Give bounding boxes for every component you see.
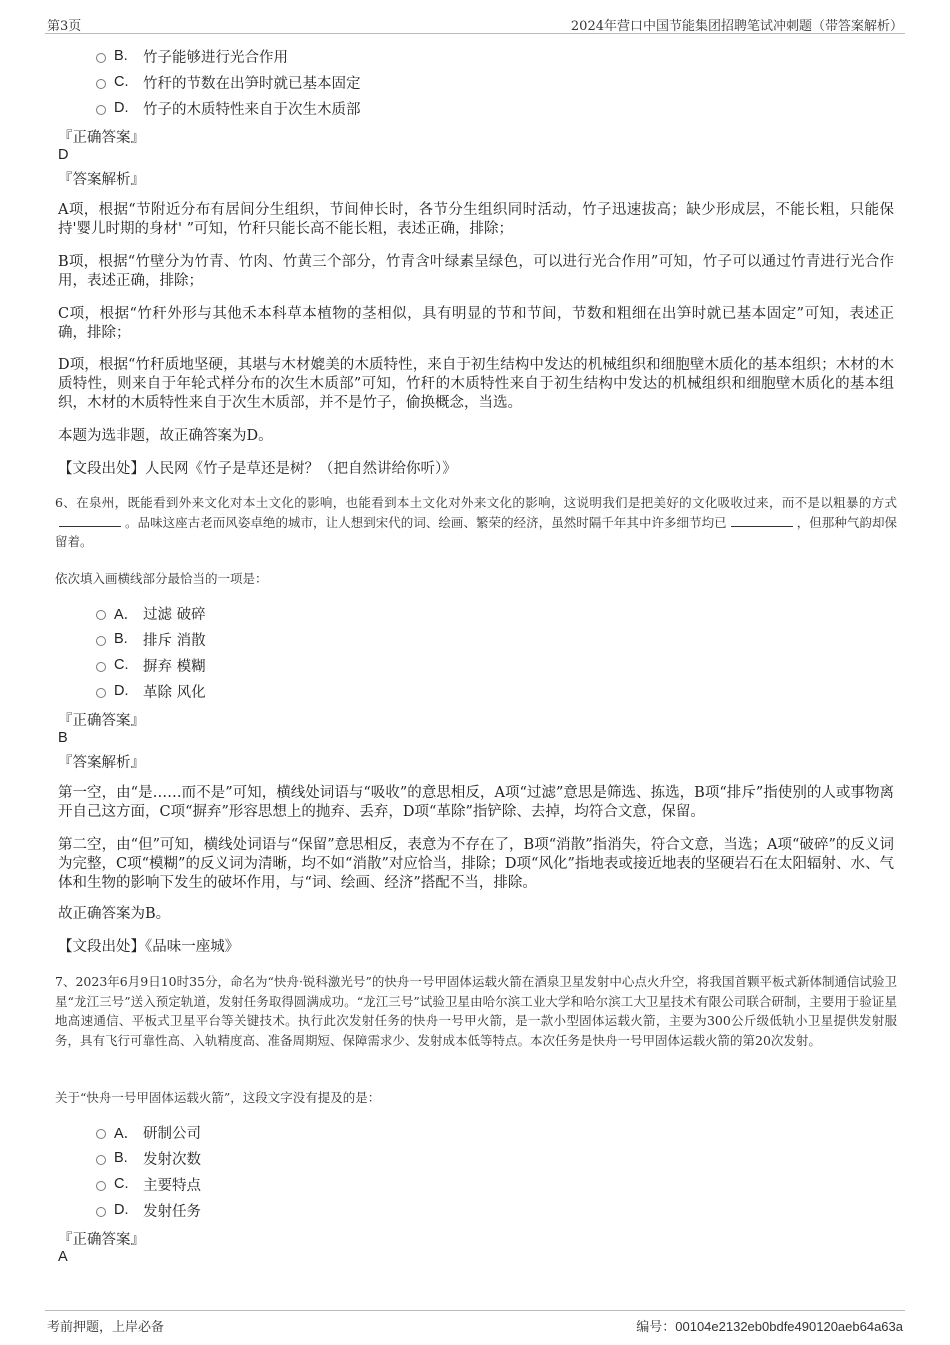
q7-option-d[interactable]: D. 发射任务 (96, 1199, 201, 1221)
q5-analysis-a: A项，根据“节附近分布有居间分生组织，节间伸长时，各节分生组织同时活动，竹子迅速拔高；缺少形成层，不能长粗，只能保持'婴儿时期的身材' ”可知，竹秆只能长高不能长粗，表述正确，排除； (58, 202, 894, 237)
q7-stem: 7、2023年6月9日10时35分，命名为“快舟·锐科激光号”的快舟一号甲固体运载火箭在酒泉卫星发射中心点火升空，将我国首颗平板式新体制通信试验卫星“龙江三号”送入预定轨道，发射任务取得圆满成功。“龙江三号”试验卫星由哈尔滨工业大学和哈尔滨工大卫星技术有限公司联合研制，主要用于验证星地高速通信、平板式卫星平台等关键技术。执行此次发射任务的快舟一号甲火箭，是一款小型固体运载火箭，主要为300公斤级低轨小卫星提供发射服务，具有飞行可靠性高、入轨精度高、准备周期短、保障需求少、发射成本低等特点。本次任务是快舟一号甲固体运载火箭的第20次发射。 (55, 974, 897, 1048)
q6-option-d[interactable]: D. 革除 风化 (96, 680, 206, 702)
q5-analysis-c: C项，根据“竹秆外形与其他禾本科草本植物的茎相似，具有明显的节和节间，节数和粗细在出笋时就已基本固定”可知，表述正确，排除； (58, 306, 894, 341)
radio-icon[interactable] (96, 688, 106, 698)
q5-option-d[interactable]: D. 竹子的木质特性来自于次生木质部 (96, 97, 361, 119)
q6-prompt: 依次填入画横线部分最恰当的一项是： (55, 571, 268, 586)
q6-option-b[interactable]: B. 排斥 消散 (96, 628, 206, 650)
q6-stem: 6、在泉州，既能看到外来文化对本土文化的影响，也能看到本土文化对外来文化的影响，这说明我们是把美好的文化吸收过来，而不是以粗暴的方式。品味这座古老而风姿卓绝的城市，让人想到宋代的词、绘画、繁荣的经济，虽然时隔千年其中许多细节均已 ，但那种气韵却保留着。 (55, 495, 897, 549)
q7-answer: A (58, 1249, 68, 1265)
q5-analysis-b: B项，根据“竹壁分为竹青、竹肉、竹黄三个部分，竹青含叶绿素呈绿色，可以进行光合作用”可知，竹子可以通过竹青进行光合作用，表述正确，排除； (58, 254, 894, 289)
radio-icon[interactable] (96, 1207, 106, 1217)
page-footer (45, 1310, 905, 1336)
q5-analysis-label: 『答案解析』 (58, 172, 145, 188)
fill-blank (59, 515, 121, 527)
q6-analysis-label: 『答案解析』 (58, 755, 145, 771)
q7-option-c[interactable]: C. 主要特点 (96, 1173, 201, 1195)
q7-answer-label: 『正确答案』 (58, 1232, 145, 1248)
q6-analysis-1: 第一空，由“是……而不是”可知，横线处词语与“吸收”的意思相反，A项“过滤”意思是筛选、拣选，B项“排斥”指使别的人或事物离开自己这方面，C项“摒弃”形容思想上的抛弃、丢弃，D项“革除”指铲除、去掉，均符合文意，保留。 (58, 785, 894, 820)
q6-option-a[interactable]: A． 过滤 破碎 (96, 602, 206, 624)
radio-icon[interactable] (96, 53, 106, 63)
page-header (45, 12, 905, 34)
radio-icon[interactable] (96, 1155, 106, 1165)
document-code: 编号：00104e2132eb0bdfe490120aeb64a63a (636, 1319, 903, 1335)
q6-conclusion: 故正确答案为B。 (58, 906, 171, 922)
radio-icon[interactable] (96, 105, 106, 115)
q5-answer: D (58, 147, 69, 163)
q5-answer-label: 『正确答案』 (58, 130, 145, 146)
q6-answer: B (58, 730, 68, 746)
radio-icon[interactable] (96, 1181, 106, 1191)
q5-source: 【文段出处】人民网《竹子是草还是树？（把自然讲给你听）》 (58, 461, 457, 477)
radio-icon[interactable] (96, 610, 106, 620)
radio-icon[interactable] (96, 662, 106, 672)
q7-option-a[interactable]: A． 研制公司 (96, 1121, 201, 1143)
page-number: 第3页 (47, 19, 82, 34)
q7-option-b[interactable]: B. 发射次数 (96, 1147, 201, 1169)
radio-icon[interactable] (96, 636, 106, 646)
document-title: 2024年营口中国节能集团招聘笔试冲刺题（带答案解析） (570, 19, 903, 34)
radio-icon[interactable] (96, 79, 106, 89)
q5-option-b[interactable]: B. 竹子能够进行光合作用 (96, 45, 288, 67)
fill-blank (731, 515, 793, 527)
radio-icon[interactable] (96, 1129, 106, 1139)
q5-option-c[interactable]: C. 竹秆的节数在出笋时就已基本固定 (96, 71, 361, 93)
q6-option-c[interactable]: C. 摒弃 模糊 (96, 654, 206, 676)
footer-slogan: 考前押题，上岸必备 (47, 1320, 165, 1335)
q7-prompt: 关于“快舟一号甲固体运载火箭”，这段文字没有提及的是： (55, 1090, 381, 1105)
q6-analysis-2: 第二空，由“但”可知，横线处词语与“保留”意思相反，表意为不存在了，B项“消散”指消失，符合文意，当选；A项“破碎”的反义词为完整，C项“模糊”的反义词为清晰，均不如“消散”对应恰当，排除；D项“风化”指地表或接近地表的坚硬岩石在太阳辐射、水、气体和生物的影响下发生的破坏作用，与“词、绘画、经济”搭配不当，排除。 (58, 837, 894, 891)
q5-analysis-d: D项，根据“竹秆质地坚硬，其堪与木材媲美的木质特性，来自于初生结构中发达的机械组织和细胞壁木质化的基本组织；木材的木质特性，则来自于年轮式样分布的次生木质部”可知，竹秆的木质特性来自于初生结构中发达的机械组织和细胞壁木质化的基本组织，木材的木质特性来自于次生木质部，并不是竹子，偷换概念，当选。 (58, 357, 894, 411)
q6-source: 【文段出处】《品味一座城》 (58, 939, 240, 955)
q6-answer-label: 『正确答案』 (58, 713, 145, 729)
q5-conclusion: 本题为选非题，故正确答案为D。 (58, 428, 273, 444)
